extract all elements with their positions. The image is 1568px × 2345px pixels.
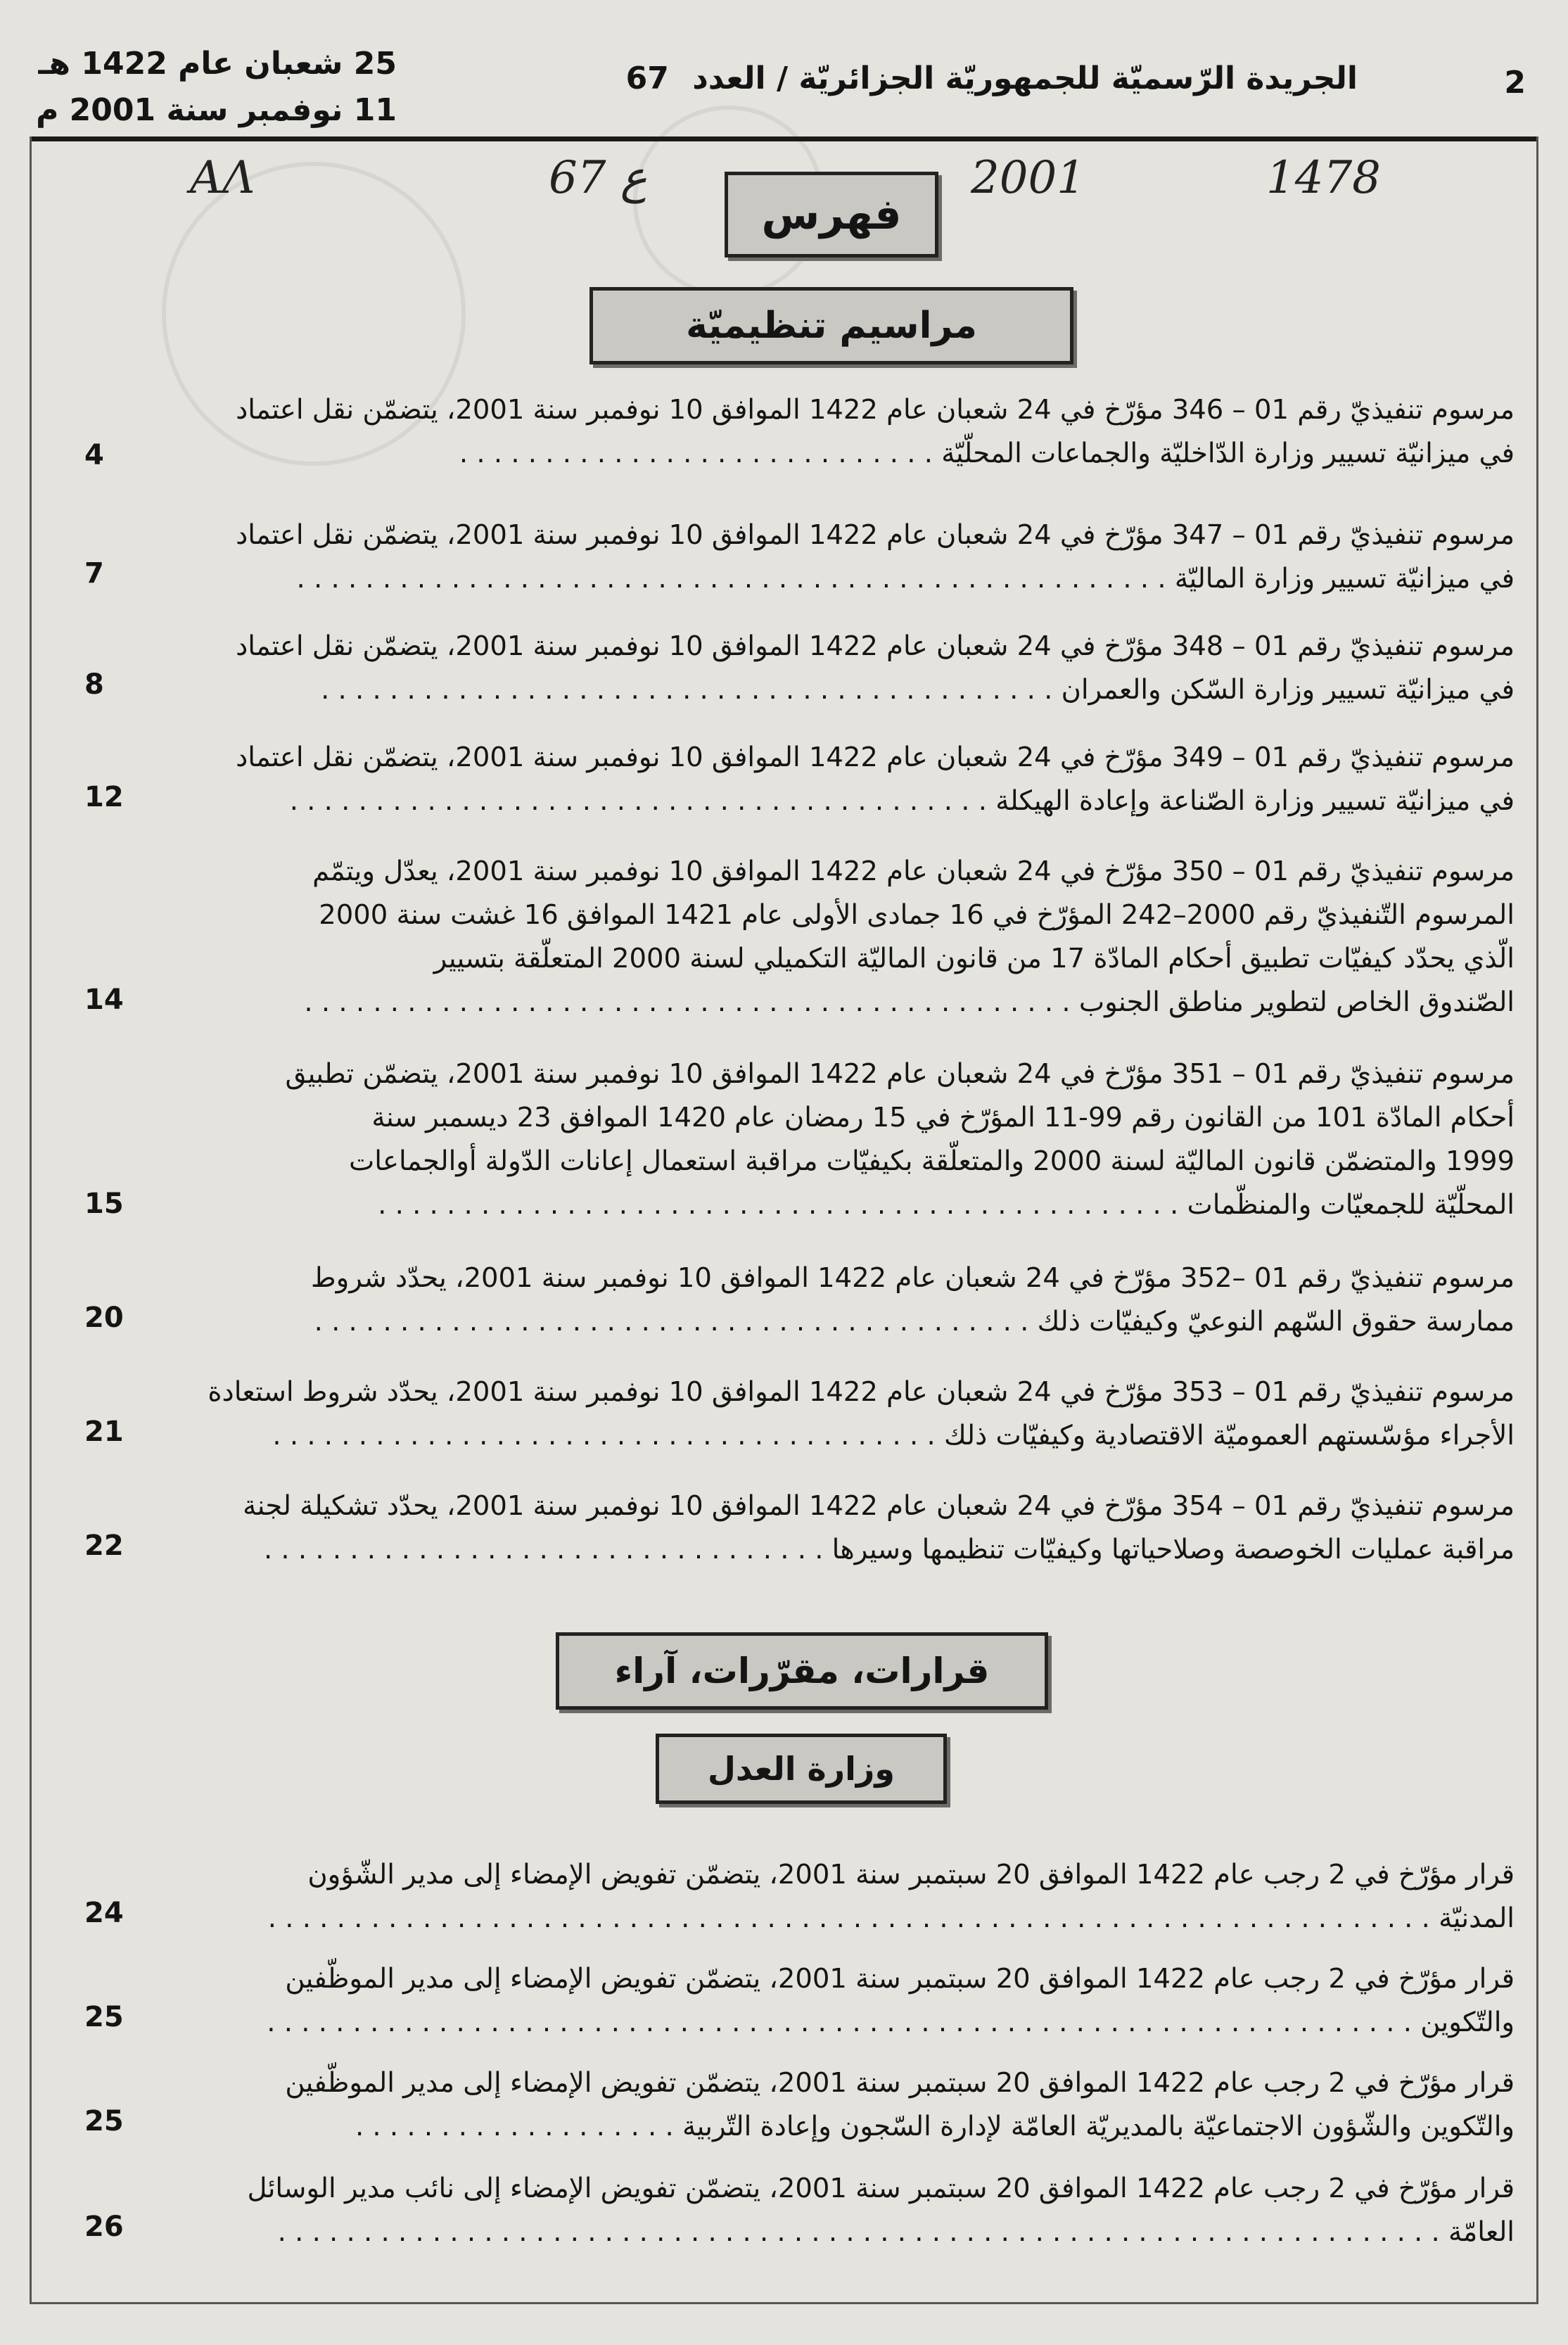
entry-line: مرسوم تنفيذيّ رقم 01 – 346 مؤرّخ في 24 شعبان عام 1422 الموافق 10 نوفمبر سنة 2001، يتضمّن نقل اعتماد — [236, 394, 1515, 426]
entry-page-number: 12 — [84, 781, 124, 813]
decision-entry: قرار مؤرّخ في 2 رجب عام 1422 الموافق 20 سبتمبر سنة 2001، يتضمّن تفويض الإمضاء إلى مدير الشّؤون المدنيّة . . . . . . . . . . . . . . . . . . . . . . . . . . . . . . . . . . . . . . . . . . . . . . . . . . . . . . . . . . . . . . . . . . . . — [139, 1853, 1515, 1940]
gazette-title — [584, 61, 1358, 96]
entry-line: المدنيّة — [1439, 1902, 1515, 1934]
handwritten-mark-year: 2001 — [971, 152, 1085, 204]
entry-line: في ميزانيّة تسيير وزارة الماليّة — [1174, 563, 1515, 595]
entry-page-number: 15 — [84, 1188, 124, 1220]
decree-entry: مرسوم تنفيذيّ رقم 01 – 348 مؤرّخ في 24 شعبان عام 1422 الموافق 10 نوفمبر سنة 2001، يتضمّن نقل اعتماد في ميزانيّة تسيير وزارة السّكن والعمران . . . . . . . . . . . . . . . . . . . . . . . . . . . . . . . . . . . . . . . . . . . — [139, 625, 1515, 712]
entry-line: الأجراء مؤسّستهم العموميّة الاقتصادية وكيفيّات ذلك — [943, 1420, 1515, 1451]
decree-entry: مرسوم تنفيذيّ رقم 01 – 347 مؤرّخ في 24 شعبان عام 1422 الموافق 10 نوفمبر سنة 2001، يتضمّن نقل اعتماد في ميزانيّة تسيير وزارة الماليّة . . . . . . . . . . . . . . . . . . . . . . . . . . . . . . . . . . . . . . . . . . . . . . . . . . . — [139, 514, 1515, 601]
entry-line: قرار مؤرّخ في 2 رجب عام 1422 الموافق 20 سبتمبر سنة 2001، يتضمّن تفويض الإمضاء إلى نائب مدير الوسائل — [247, 2173, 1515, 2204]
entry-line: في ميزانيّة تسيير وزارة الدّاخليّة والجماعات المحلّيّة — [941, 438, 1515, 469]
section-decisions-title — [556, 1632, 1048, 1710]
entry-line: قرار مؤرّخ في 2 رجب عام 1422 الموافق 20 سبتمبر سنة 2001، يتضمّن تفويض الإمضاء إلى مدير الشّؤون — [307, 1859, 1515, 1890]
page-number: 2 — [1504, 65, 1526, 101]
decree-entry: مرسوم تنفيذيّ رقم 01 – 353 مؤرّخ في 24 شعبان عام 1422 الموافق 10 نوفمبر سنة 2001، يحدّد شروط استعادة الأجراء مؤسّستهم العموميّة الاقتصادية وكيفيّات ذلك . . . . . . . . . . . . . . . . . . . . . . . . . . . . . . . . . . . . . . . — [139, 1371, 1515, 1458]
frame-bottom — [30, 2302, 1538, 2304]
entry-page-number: 20 — [84, 1302, 124, 1334]
entry-page-number: 21 — [84, 1416, 124, 1448]
header-rule — [30, 136, 1538, 141]
entry-line: مرسوم تنفيذيّ رقم 01 – 353 مؤرّخ في 24 شعبان عام 1422 الموافق 10 نوفمبر سنة 2001، يحدّد شروط استعادة — [208, 1376, 1515, 1408]
ministry-justice-text: وزارة العدل — [708, 1750, 895, 1788]
entry-page-number: 8 — [84, 668, 104, 701]
entry-page-number: 26 — [84, 2211, 124, 2243]
entry-line: الّذي يحدّد كيفيّات تطبيق أحكام المادّة 17 من قانون الماليّة التكميلي لسنة 2000 المتعلّقة بتسيير — [433, 943, 1515, 974]
entry-line: المرسوم التّنفيذيّ رقم 2000–242 المؤرّخ في 16 جمادى الأولى عام 1421 الموافق 16 غشت سنة 2000 — [319, 899, 1515, 931]
header-dates — [31, 41, 397, 134]
entry-line: في ميزانيّة تسيير وزارة الصّناعة وإعادة الهيكلة — [995, 785, 1515, 817]
entry-page-number: 25 — [84, 2001, 124, 2033]
entry-line: أحكام المادّة 101 من القانون رقم 99-11 المؤرّخ في 15 رمضان عام 1420 الموافق 23 ديسمبر سنة — [371, 1102, 1515, 1133]
entry-line: ممارسة حقوق السّهم النوعيّ وكيفيّات ذلك — [1037, 1306, 1515, 1337]
entry-line: مرسوم تنفيذيّ رقم 01 – 347 مؤرّخ في 24 شعبان عام 1422 الموافق 10 نوفمبر سنة 2001، يتضمّن نقل اعتماد — [236, 519, 1515, 551]
entry-line: 1999 والمتضمّن قانون الماليّة لسنة 2000 والمتعلّقة بكيفيّات مراقبة استعمال إعانات الدّولة أوالجماعات — [349, 1145, 1515, 1177]
frame-right — [1536, 136, 1538, 2304]
toc-title — [725, 172, 938, 258]
entry-line: والتّكوين — [1420, 2007, 1515, 2038]
decision-entry: قرار مؤرّخ في 2 رجب عام 1422 الموافق 20 سبتمبر سنة 2001، يتضمّن تفويض الإمضاء إلى نائب مدير الوسائل العامّة . . . . . . . . . . . . . . . . . . . . . . . . . . . . . . . . . . . . . . . . . . . . . . . . . . . . . . . . . . . . . . . . . . . . — [139, 2167, 1515, 2254]
entry-line: مرسوم تنفيذيّ رقم 01 – 349 مؤرّخ في 24 شعبان عام 1422 الموافق 10 نوفمبر سنة 2001، يتضمّن نقل اعتماد — [236, 742, 1515, 773]
handwritten-mark-left: ΑΛ — [190, 152, 255, 204]
section-decrees-title — [589, 287, 1073, 364]
entry-page-number: 7 — [84, 557, 104, 590]
entry-line: مرسوم تنفيذيّ رقم 01 –352 مؤرّخ في 24 شعبان عام 1422 الموافق 10 نوفمبر سنة 2001، يحدّد شروط — [311, 1262, 1515, 1294]
decree-entry: مرسوم تنفيذيّ رقم 01 –352 مؤرّخ في 24 شعبان عام 1422 الموافق 10 نوفمبر سنة 2001، يحدّد شروط ممارسة حقوق السّهم النوعيّ وكيفيّات ذلك . . . . . . . . . . . . . . . . . . . . . . . . . . . . . . . . . . . . . . . . . . — [139, 1257, 1515, 1344]
decree-entry: مرسوم تنفيذيّ رقم 01 – 350 مؤرّخ في 24 شعبان عام 1422 الموافق 10 نوفمبر سنة 2001، يعدّل ويتمّم المرسوم التّنفيذيّ رقم 2000–242 المؤرّخ في 16 جمادى الأولى عام 1421 الموافق 16 غشت سنة 2000 الّذي يحدّد كيفيّات تطبيق أحكام المادّة 17 من قانون الماليّة التكميلي لسنة 2000 المتعلّقة بتسيير الصّندوق الخاص لتطوير مناطق الجنوب . . . . . . . . . . . . . . . . . . . . . . . . . . . . . . . . . . . . . . . . . . . . . — [139, 850, 1515, 1024]
decree-entry: مرسوم تنفيذيّ رقم 01 – 346 مؤرّخ في 24 شعبان عام 1422 الموافق 10 نوفمبر سنة 2001، يتضمّن نقل اعتماد في ميزانيّة تسيير وزارة الدّاخليّة والجماعات المحلّيّة . . . . . . . . . . . . . . . . . . . . . . . . . . . . — [139, 388, 1515, 476]
entry-line: مرسوم تنفيذيّ رقم 01 – 348 مؤرّخ في 24 شعبان عام 1422 الموافق 10 نوفمبر سنة 2001، يتضمّن نقل اعتماد — [236, 630, 1515, 662]
decree-entry: مرسوم تنفيذيّ رقم 01 – 354 مؤرّخ في 24 شعبان عام 1422 الموافق 10 نوفمبر سنة 2001، يحدّد تشكيلة لجنة مراقبة عمليات الخوصصة وصلاحياتها وكيفيّات تنظيمها وسيرها . . . . . . . . . . . . . . . . . . . . . . . . . . . . . . . . . — [139, 1485, 1515, 1572]
entry-line: والتّكوين والشّؤون الاجتماعيّة بالمديريّة العامّة لإدارة السّجون وإعادة التّربية — [682, 2111, 1515, 2142]
section-decisions-text: قرارات، مقرّرات، آراء — [614, 1651, 990, 1691]
decree-entry: مرسوم تنفيذيّ رقم 01 – 351 مؤرّخ في 24 شعبان عام 1422 الموافق 10 نوفمبر سنة 2001، يتضمّن تطبيق أحكام المادّة 101 من القانون رقم 99-11 المؤرّخ في 15 رمضان عام 1420 الموافق 23 ديسمبر سنة 1999 والمتضمّن قانون الماليّة لسنة 2000 والمتعلّقة بكيفيّات مراقبة استعمال إعانات الدّولة أوالجماعات المحلّيّة للجمعيّات والمنظّمات . . . . . . . . . . . . . . . . . . . . . . . . . . . . . . . . . . . . . . . . . . . . . . . — [139, 1053, 1515, 1227]
entry-line: المحلّيّة للجمعيّات والمنظّمات — [1187, 1189, 1515, 1221]
handwritten-mark-issue: 67 ع — [549, 152, 647, 204]
entry-line: في ميزانيّة تسيير وزارة السّكن والعمران — [1061, 674, 1515, 706]
entry-page-number: 22 — [84, 1530, 124, 1562]
entry-line: مرسوم تنفيذيّ رقم 01 – 351 مؤرّخ في 24 شعبان عام 1422 الموافق 10 نوفمبر سنة 2001، يتضمّن تطبيق — [285, 1058, 1515, 1090]
section-decrees-text: مراسيم تنظيميّة — [686, 305, 977, 347]
handwritten-mark-number: 1478 — [1266, 152, 1381, 204]
entry-page-number: 25 — [84, 2105, 124, 2137]
decision-entry: قرار مؤرّخ في 2 رجب عام 1422 الموافق 20 سبتمبر سنة 2001، يتضمّن تفويض الإمضاء إلى مدير الموظّفين والتّكوين . . . . . . . . . . . . . . . . . . . . . . . . . . . . . . . . . . . . . . . . . . . . . . . . . . . . . . . . . . . . . . . . . . . — [139, 1957, 1515, 2045]
entry-line: العامّة — [1448, 2216, 1515, 2248]
entry-page-number: 14 — [84, 984, 124, 1016]
gazette-title-text: الجريدة الرّسميّة للجمهوريّة الجزائريّة / العدد — [692, 61, 1358, 96]
entry-line: الصّندوق الخاص لتطوير مناطق الجنوب — [1078, 986, 1515, 1018]
toc-title-text: فهرس — [761, 190, 902, 239]
entry-page-number: 24 — [84, 1897, 124, 1929]
entry-line: مرسوم تنفيذيّ رقم 01 – 350 مؤرّخ في 24 شعبان عام 1422 الموافق 10 نوفمبر سنة 2001، يعدّل ويتمّم — [312, 856, 1515, 887]
entry-line: قرار مؤرّخ في 2 رجب عام 1422 الموافق 20 سبتمبر سنة 2001، يتضمّن تفويض الإمضاء إلى مدير الموظّفين — [285, 2067, 1515, 2099]
hijri-date: 25 شعبان عام 1422 هـ — [38, 46, 397, 82]
issue-number: 67 — [625, 61, 669, 96]
ministry-justice-title — [656, 1734, 947, 1804]
entry-page-number: 4 — [84, 439, 104, 471]
decree-entry: مرسوم تنفيذيّ رقم 01 – 349 مؤرّخ في 24 شعبان عام 1422 الموافق 10 نوفمبر سنة 2001، يتضمّن نقل اعتماد في ميزانيّة تسيير وزارة الصّناعة وإعادة الهيكلة . . . . . . . . . . . . . . . . . . . . . . . . . . . . . . . . . . . . . . . . . — [139, 736, 1515, 823]
frame-left — [30, 136, 32, 2304]
decision-entry: قرار مؤرّخ في 2 رجب عام 1422 الموافق 20 سبتمبر سنة 2001، يتضمّن تفويض الإمضاء إلى مدير الموظّفين والتّكوين والشّؤون الاجتماعيّة بالمديريّة العامّة لإدارة السّجون وإعادة التّربية . . . . . . . . . . . . . . . . . . . — [139, 2061, 1515, 2149]
entry-line: مرسوم تنفيذيّ رقم 01 – 354 مؤرّخ في 24 شعبان عام 1422 الموافق 10 نوفمبر سنة 2001، يحدّد تشكيلة لجنة — [243, 1490, 1515, 1522]
entry-line: قرار مؤرّخ في 2 رجب عام 1422 الموافق 20 سبتمبر سنة 2001، يتضمّن تفويض الإمضاء إلى مدير الموظّفين — [285, 1963, 1515, 1995]
gregorian-date: 11 نوفمبر سنة 2001 م — [36, 92, 397, 128]
entry-line: مراقبة عمليات الخوصصة وصلاحياتها وكيفيّات تنظيمها وسيرها — [831, 1534, 1515, 1565]
